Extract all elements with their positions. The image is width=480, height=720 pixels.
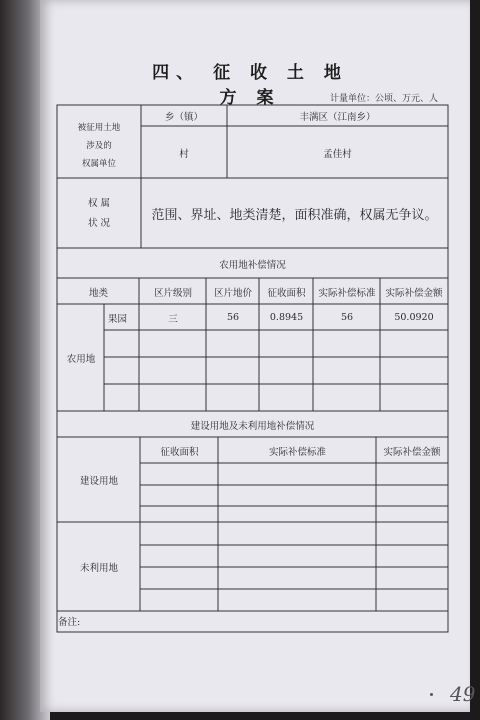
agri-section-title: 农用地补偿情况: [219, 259, 286, 271]
construction-section-title: 建设用地及未利用地补偿情况: [190, 420, 315, 432]
owner-header-line-3: 权属单位: [81, 159, 116, 169]
owner-unit-header: [58, 118, 140, 174]
col-zone-level: 区片级别: [153, 287, 192, 299]
col-comp-standard: 实际补偿标准: [318, 287, 376, 299]
col-acquired-area: 征收面积: [267, 287, 306, 299]
row-land-type: 果园: [108, 313, 128, 325]
owner-header-line-2: 涉及的: [86, 141, 112, 151]
row-acquired-area: 0.8945: [269, 312, 304, 323]
unused-land-label: 未利用地: [79, 563, 118, 574]
owner-header-line-1: 被征用土地: [77, 123, 121, 133]
col-comp-amount: 实际补偿金额: [385, 287, 443, 299]
col-cons-area: 征收面积: [160, 446, 199, 458]
ownership-label-line-2: 状 况: [87, 217, 111, 229]
village-value: 孟佳村: [323, 148, 352, 160]
ownership-status-text: 范围、界址、地类清楚，面积准确，权属无争议。: [151, 208, 438, 223]
col-cons-amount: 实际补偿金额: [383, 446, 441, 458]
row-comp-amount: 50.0920: [394, 312, 434, 323]
ownership-label-line-1: 权 属: [87, 197, 111, 209]
village-label: 村: [179, 148, 189, 160]
row-zone-price: 56: [226, 312, 240, 323]
row-comp-standard: 56: [340, 312, 354, 323]
col-cons-standard: 实际补偿标准: [268, 446, 326, 458]
col-zone-price: 区片地价: [213, 287, 252, 299]
page-title: 四、 征 收 土 地 方 案: [152, 63, 348, 108]
row-zone-level: 三: [168, 313, 178, 325]
remarks-label: 备注:: [58, 617, 81, 628]
township-value: 丰满区（江南乡）: [299, 112, 376, 123]
col-land-type: 地类: [88, 287, 108, 299]
construction-land-label: 建设用地: [79, 476, 118, 487]
agri-row-group-label: 农用地: [66, 354, 96, 365]
ownership-status-label: [58, 179, 140, 248]
page-number-handwritten: 49: [450, 682, 476, 706]
township-label: 乡（镇）: [164, 112, 203, 123]
units-note: 计量单位：公顷、万元、人: [329, 94, 438, 104]
ink-dot: [430, 693, 433, 696]
